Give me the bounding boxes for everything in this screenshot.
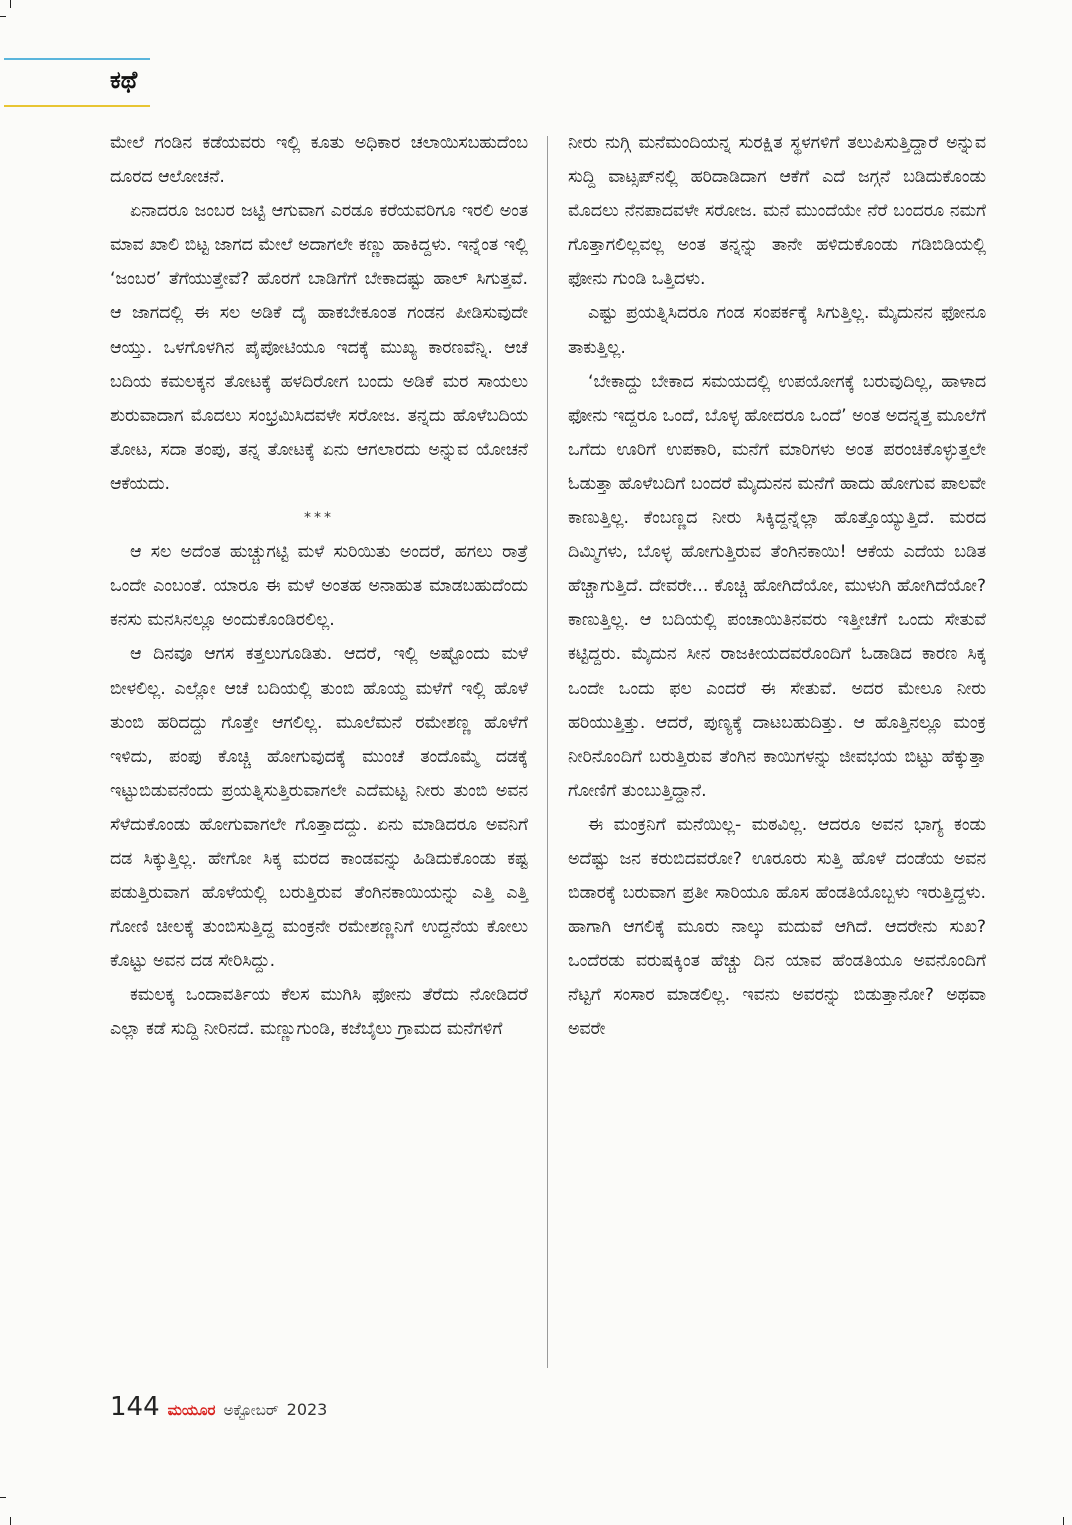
paragraph: ‘ಬೇಕಾದ್ದು ಬೇಕಾದ ಸಮಯದಲ್ಲಿ ಉಪಯೋಗಕ್ಕೆ ಬರುವುದಿಲ್ಲ, ಹಾಳಾದ ಫೋನು ಇದ್ದರೂ ಒಂದೆ, ಬೊಳ್ಳ ಹೋದರೂ ಒಂದೆ’ ಅಂತ ಅದನ್ನತ್ತ ಮೂಲೆಗೆ ಒಗೆದು ಊರಿಗೆ ಉಪಕಾರಿ, ಮನೆಗೆ ಮಾರಿಗಳು ಅಂತ ಪರಂಚಿಕೊಳ್ಳುತ್ತಲೇ ಓಡುತ್ತಾ ಹೊಳೆಬದಿಗೆ ಬಂದರೆ ಮೈದುನನ ಮನೆಗೆ ಹಾದು ಹೋಗುವ ಪಾಲವೇ ಕಾಣುತ್ತಿಲ್ಲ. ಕೆಂಬಣ್ಣದ ನೀರು ಸಿಕ್ಕಿದ್ದನ್ನೆಲ್ಲಾ ಹೊತ್ತೊಯ್ಯುತ್ತಿದೆ. ಮರದ ದಿಮ್ಮಿಗಳು, ಬೊಳ್ಳ ಹೋಗುತ್ತಿರುವ ತೆಂಗಿನಕಾಯಿ! ಆಕೆಯ ಎದೆಯ ಬಡಿತ ಹೆಚ್ಚಾಗುತ್ತಿದೆ. ದೇವರೇ... ಕೊಚ್ಚಿ ಹೋಗಿದೆಯೋ, ಮುಳುಗಿ ಹೋಗಿದೆಯೋ? ಕಾಣುತ್ತಿಲ್ಲ. ಆ ಬದಿಯಲ್ಲಿ ಪಂಚಾಯಿತಿನವರು ಇತ್ತೀಚೆಗೆ ಒಂದು ಸೇತುವೆ ಕಟ್ಟಿದ್ದರು. ಮೈದುನ ಸೀನ ರಾಜಕೀಯದವರೊಂದಿಗೆ ಓಡಾಡಿದ ಕಾರಣ ಸಿಕ್ಕ ಒಂದೇ ಒಂದು ಫಲ ಎಂದರೆ ಈ ಸೇತುವೆ. ಅದರ ಮೇಲೂ ನೀರು ಹರಿಯುತ್ತಿತ್ತು. ಆದರೆ, ಪುಣ್ಯಕ್ಕೆ ದಾಟಬಹುದಿತ್ತು. ಆ ಹೊತ್ತಿನಲ್ಲೂ ಮಂಕ್ರ ನೀರಿನೊಂದಿಗೆ ಬರುತ್ತಿರುವ ತೆಂಗಿನ ಕಾಯಿಗಳನ್ನು ಜೀವಭಯ ಬಿಟ್ಟು ಹೆಕ್ಕುತ್ತಾ ಗೋಣಿಗೆ ತುಂಬುತ್ತಿದ್ದಾನೆ. <box>568 371 986 801</box>
paragraph: ಈ ಮಂಕ್ರನಿಗೆ ಮನೆಯಿಲ್ಲ- ಮಠವಿಲ್ಲ. ಆದರೂ ಅವನ ಭಾಗ್ಯ ಕಂಡು ಅದೆಷ್ಟು ಜನ ಕರುಬಿದವರೋ? ಊರೂರು ಸುತ್ತಿ ಹೊಳೆ ದಂಡೆಯ ಅವನ ಬಿಡಾರಕ್ಕೆ ಬರುವಾಗ ಪ್ರತೀ ಸಾರಿಯೂ ಹೊಸ ಹೆಂಡತಿಯೊಬ್ಬಳು ಇರುತ್ತಿದ್ದಳು. ಹಾಗಾಗಿ ಆಗಲಿಕ್ಕೆ ಮೂರು ನಾಲ್ಕು ಮದುವೆ ಆಗಿದೆ. ಆದರೇನು ಸುಖ? ಒಂದೆರಡು ವರುಷಕ್ಕಿಂತ ಹೆಚ್ಚು ದಿನ ಯಾವ ಹೆಂಡತಿಯೂ ಅವನೊಂದಿಗೆ ನೆಟ್ಟಗೆ ಸಂಸಾರ ಮಾಡಲಿಲ್ಲ. ಇವನು ಅವರನ್ನು ಬಿಡುತ್ತಾನೋ? ಅಥವಾ ಅವರೇ <box>568 814 986 1040</box>
issue-year: 2023 <box>286 1400 328 1419</box>
crop-mark <box>0 1497 6 1498</box>
paragraph: ನೀರು ನುಗ್ಗಿ ಮನೆಮಂದಿಯನ್ನ ಸುರಕ್ಷಿತ ಸ್ಥಳಗಳಿಗೆ ತಲುಪಿಸುತ್ತಿದ್ದಾರೆ ಅನ್ನುವ ಸುದ್ದಿ ವಾಟ್ಸಪ್‌ನಲ್ಲಿ ಹರಿದಾಡಿದಾಗ ಆಕೆಗೆ ಎದೆ ಜಗ್ಗನೆ ಬಡಿದುಕೊಂಡು ಮೊದಲು ನೆನಪಾದವಳೇ ಸರೋಜ. ಮನೆ ಮುಂದೆಯೇ ನೆರೆ ಬಂದರೂ ನಮಗೆ ಗೊತ್ತಾಗಲಿಲ್ಲವಲ್ಲ ಅಂತ ತನ್ನನ್ನು ತಾನೇ ಹಳಿದುಕೊಂಡು ಗಡಿಬಿಡಿಯಲ್ಲಿ ಫೋನು ಗುಂಡಿ ಒತ್ತಿದಳು. <box>568 133 986 290</box>
page-number: 144 <box>110 1392 160 1422</box>
crop-mark <box>0 16 6 17</box>
section-header <box>4 58 150 108</box>
header-bottom-rule <box>4 105 150 107</box>
page-footer <box>110 1392 327 1432</box>
left-column <box>110 126 528 1378</box>
issue-month: ಅಕ್ಟೋಬರ್ <box>223 1401 279 1419</box>
section-label: ಕಥೆ <box>110 66 138 94</box>
column-divider-rule <box>547 136 548 1368</box>
paragraph: ಎಷ್ಟು ಪ್ರಯತ್ನಿಸಿದರೂ ಗಂಡ ಸಂಪರ್ಕಕ್ಕೆ ಸಿಗುತ್ತಿಲ್ಲ. ಮೈದುನನ ಫೋನೂ ತಾಕುತ್ತಿಲ್ಲ. <box>568 303 986 358</box>
crop-mark <box>10 0 11 8</box>
right-column <box>568 126 986 1378</box>
paragraph: ಕಮಲಕ್ಕ ಒಂದಾವರ್ತಿಯ ಕೆಲಸ ಮುಗಿಸಿ ಫೋನು ತೆರೆದು ನೋಡಿದರೆ ಎಲ್ಲಾ ಕಡೆ ಸುದ್ದಿ ನೀರಿನದೆ. ಮಣ್ಣುಗುಂಡಿ, ಕಜೆಬೈಲು ಗ್ರಾಮದ ಮನೆಗಳಿಗೆ <box>110 985 528 1040</box>
crop-mark <box>10 1517 11 1525</box>
paragraph: ಆ ದಿನವೂ ಆಗಸ ಕತ್ತಲುಗೂಡಿತು. ಆದರೆ, ಇಲ್ಲಿ ಅಷ್ಟೊಂದು ಮಳೆ ಬೀಳಲಿಲ್ಲ. ಎಲ್ಲೋ ಆಚೆ ಬದಿಯಲ್ಲಿ ತುಂಬಿ ಹೊಯ್ದ ಮಳೆಗೆ ಇಲ್ಲಿ ಹೊಳೆ ತುಂಬಿ ಹರಿದದ್ದು ಗೊತ್ತೇ ಆಗಲಿಲ್ಲ. ಮೂಲೆಮನೆ ರಮೇಶಣ್ಣ ಹೊಳೆಗೆ ಇಳಿದು, ಪಂಪು ಕೊಚ್ಚಿ ಹೋಗುವುದಕ್ಕೆ ಮುಂಚೆ ತಂದೊಮ್ಮೆ ದಡಕ್ಕೆ ಇಟ್ಟುಬಿಡುವನೆಂದು ಪ್ರಯತ್ನಿಸುತ್ತಿರುವಾಗಲೇ ಎದೆಮಟ್ಟ ನೀರು ತುಂಬಿ ಅವನ ಸೆಳೆದುಕೊಂಡು ಹೋಗುವಾಗಲೇ ಗೊತ್ತಾದದ್ದು. ಏನು ಮಾಡಿದರೂ ಅವನಿಗೆ ದಡ ಸಿಕ್ಕುತ್ತಿಲ್ಲ. ಹೇಗೋ ಸಿಕ್ಕ ಮರದ ಕಾಂಡವನ್ನು ಹಿಡಿದುಕೊಂಡು ಕಷ್ಟ ಪಡುತ್ತಿರುವಾಗ ಹೊಳೆಯಲ್ಲಿ ಬರುತ್ತಿರುವ ತೆಂಗಿನಕಾಯಿಯನ್ನು ಎತ್ತಿ ಎತ್ತಿ ಗೋಣಿ ಚೀಲಕ್ಕೆ ತುಂಬಿಸುತ್ತಿದ್ದ ಮಂಕ್ರನೇ ರಮೇಶಣ್ಣನಿಗೆ ಉದ್ದನೆಯ ಕೋಲು ಕೊಟ್ಟು ಅವನ ದಡ ಸೇರಿಸಿದ್ದು. <box>110 644 528 972</box>
magazine-logo: ಮಯೂರ <box>167 1401 216 1419</box>
header-top-rule <box>4 58 150 60</box>
crop-mark <box>1063 1517 1064 1525</box>
paragraph: ಏನಾದರೂ ಜಂಬರ ಜಟ್ಟಿ ಆಗುವಾಗ ಎರಡೂ ಕರೆಯವರಿಗೂ ಇರಲಿ ಅಂತ ಮಾವ ಖಾಲಿ ಬಿಟ್ಟ ಜಾಗದ ಮೇಲೆ ಅದಾಗಲೇ ಕಣ್ಣು ಹಾಕಿದ್ದಳು. ಇನ್ನೆಂತ ಇಲ್ಲಿ ‘ಜಂಬರ’ ತೆಗೆಯುತ್ತೇವೆ? ಹೊರಗೆ ಬಾಡಿಗೆಗೆ ಬೇಕಾದಷ್ಟು ಹಾಲ್ ಸಿಗುತ್ತವೆ. ಆ ಜಾಗದಲ್ಲಿ ಈ ಸಲ ಅಡಿಕೆ ದೈ ಹಾಕಬೇಕೂಂತ ಗಂಡನ ಪೀಡಿಸುವುದೇ ಆಯ್ತು. ಒಳಗೊಳಗಿನ ಪೈಪೋಟಿಯೂ ಇದಕ್ಕೆ ಮುಖ್ಯ ಕಾರಣವೆನ್ನಿ. ಆಚೆ ಬದಿಯ ಕಮಲಕ್ಕನ ತೋಟಕ್ಕೆ ಹಳದಿರೋಗ ಬಂದು ಅಡಿಕೆ ಮರ ಸಾಯಲು ಶುರುವಾದಾಗ ಮೊದಲು ಸಂಭ್ರಮಿಸಿದವಳೇ ಸರೋಜ. ತನ್ನದು ಹೊಳೆಬದಿಯ ತೋಟ, ಸದಾ ತಂಪು, ತನ್ನ ತೋಟಕ್ಕೆ ಏನು ಆಗಲಾರದು ಅನ್ನುವ ಯೋಚನೆ ಆಕೆಯದು. <box>110 201 528 494</box>
section-divider: *** <box>304 510 334 527</box>
paragraph: ಆ ಸಲ ಅದೆಂತ ಹುಚ್ಚುಗಟ್ಟಿ ಮಳೆ ಸುರಿಯಿತು ಅಂದರೆ, ಹಗಲು ರಾತ್ರೆ ಒಂದೇ ಎಂಬಂತೆ. ಯಾರೂ ಈ ಮಳೆ ಅಂತಹ ಅನಾಹುತ ಮಾಡಬಹುದೆಂದು ಕನಸು ಮನಸಿನಲ್ಲೂ ಅಂದುಕೊಂಡಿರಲಿಲ್ಲ. <box>110 542 528 631</box>
paragraph: ಮೇಲೆ ಗಂಡಿನ ಕಡೆಯವರು ಇಲ್ಲಿ ಕೂತು ಅಧಿಕಾರ ಚಲಾಯಿಸಬಹುದೆಂಬ ದೂರದ ಆಲೋಚನೆ. <box>110 133 528 188</box>
